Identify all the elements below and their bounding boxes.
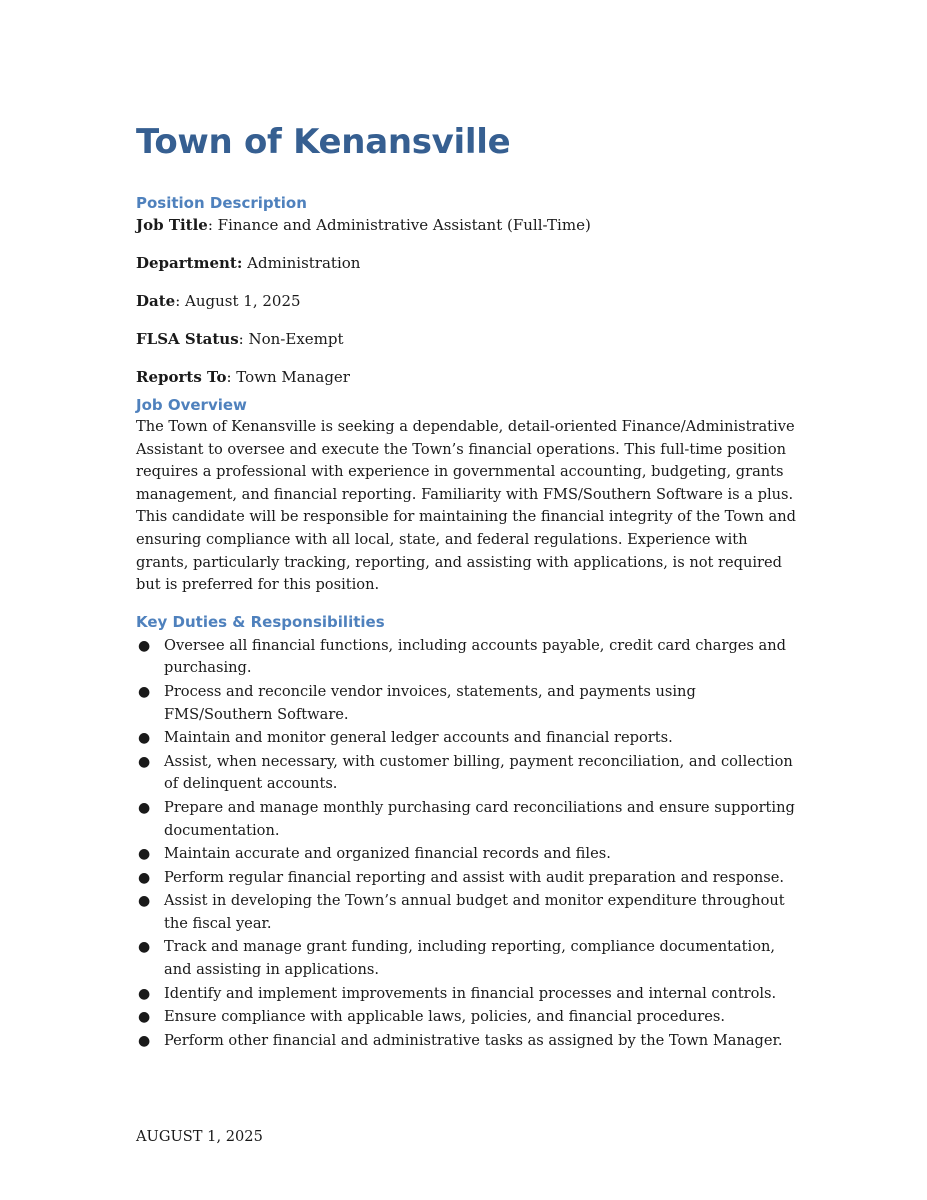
field-job-title: Job Title: Finance and Administrative Assistant (Full-Time) xyxy=(136,216,591,234)
bullet-icon: ● xyxy=(138,846,151,863)
field-date: Date: August 1, 2025 xyxy=(136,292,301,310)
document-title: Town of Kenansville xyxy=(136,122,511,162)
field-value: Finance and Administrative Assistant (Full-Time) xyxy=(217,216,591,234)
page-footer: AUGUST 1, 2025 xyxy=(136,1128,263,1145)
job-overview-paragraph: The Town of Kenansville is seeking a dependable, detail-oriented Finance/Administrative Assistant to oversee and execute the Town’s financial operations. This full-time position requires a professional with experience in governmental accounting, budgeting, grants management, and financial reporting. Familiarity with FMS/Southern Software is a plus. This candidate will be responsible for maintaining the financial integrity of the Town and ensuring compliance with all local, state, and federal regulations. Experience with grants, particularly tracking, reporting, and assisting with applications, is not required but is preferred for this position. xyxy=(136,418,796,594)
field-value: Town Manager xyxy=(236,368,350,386)
list-item: ● Assist, when necessary, with customer billing, payment reconciliation, and collection of delinquent accounts. xyxy=(138,752,793,793)
field-value: August 1, 2025 xyxy=(185,292,301,310)
field-department xyxy=(136,252,796,274)
bullet-icon: ● xyxy=(138,637,151,654)
field-label: Department: xyxy=(136,254,243,272)
field-flsa-status: FLSA Status: Non-Exempt xyxy=(136,330,344,348)
list-item: ● Perform regular financial reporting and assist with audit preparation and response. xyxy=(136,867,796,890)
bullet-icon: ● xyxy=(138,753,151,770)
field-label: Job Title xyxy=(136,216,208,234)
bullet-icon: ● xyxy=(138,1032,151,1049)
job-overview-heading: Job Overview xyxy=(136,396,247,414)
bullet-icon: ● xyxy=(138,939,151,956)
list-item: ● Prepare and manage monthly purchasing card reconciliations and ensure supporting documentation. xyxy=(138,798,795,839)
position-description-heading: Position Description xyxy=(136,194,307,212)
field-label: Reports To xyxy=(136,368,227,386)
field-reports-to: Reports To: Town Manager xyxy=(136,368,350,386)
bullet-icon: ● xyxy=(138,1009,151,1026)
bullet-icon: ● xyxy=(138,730,151,747)
field-value: Non-Exempt xyxy=(248,330,344,348)
document-page xyxy=(136,118,796,1053)
list-item: ● Process and reconcile vendor invoices, statements, and payments using FMS/Southern Software. xyxy=(138,682,696,723)
bullet-icon: ● xyxy=(138,893,151,910)
bullet-icon: ● xyxy=(138,683,151,700)
field-value: Administration xyxy=(247,254,361,272)
list-item: ● Track and manage grant funding, including reporting, compliance documentation, and assisting in applications. xyxy=(138,938,776,979)
list-item: ● Maintain accurate and organized financial records and files. xyxy=(136,843,796,866)
duties-list xyxy=(136,635,796,1053)
bullet-icon: ● xyxy=(138,799,151,816)
list-item: ● Ensure compliance with applicable laws, policies, and financial procedures. xyxy=(136,1006,796,1029)
key-duties-heading: Key Duties & Responsibilities xyxy=(136,612,385,631)
list-item: ● Identify and implement improvements in financial processes and internal controls. xyxy=(136,983,796,1006)
list-item: ● Perform other financial and administrative tasks as assigned by the Town Manager. xyxy=(136,1030,796,1053)
bullet-icon: ● xyxy=(138,869,151,886)
field-label: Date xyxy=(136,292,176,310)
list-item: ● Oversee all financial functions, including accounts payable, credit card charges and purchasing. xyxy=(138,636,786,677)
list-item: ● Assist in developing the Town’s annual budget and monitor expenditure throughout the fiscal year. xyxy=(138,892,785,932)
bullet-icon: ● xyxy=(138,985,151,1002)
field-label: FLSA Status xyxy=(136,330,239,348)
list-item: ● Maintain and monitor general ledger accounts and financial reports. xyxy=(136,727,796,750)
position-fields xyxy=(136,214,796,388)
